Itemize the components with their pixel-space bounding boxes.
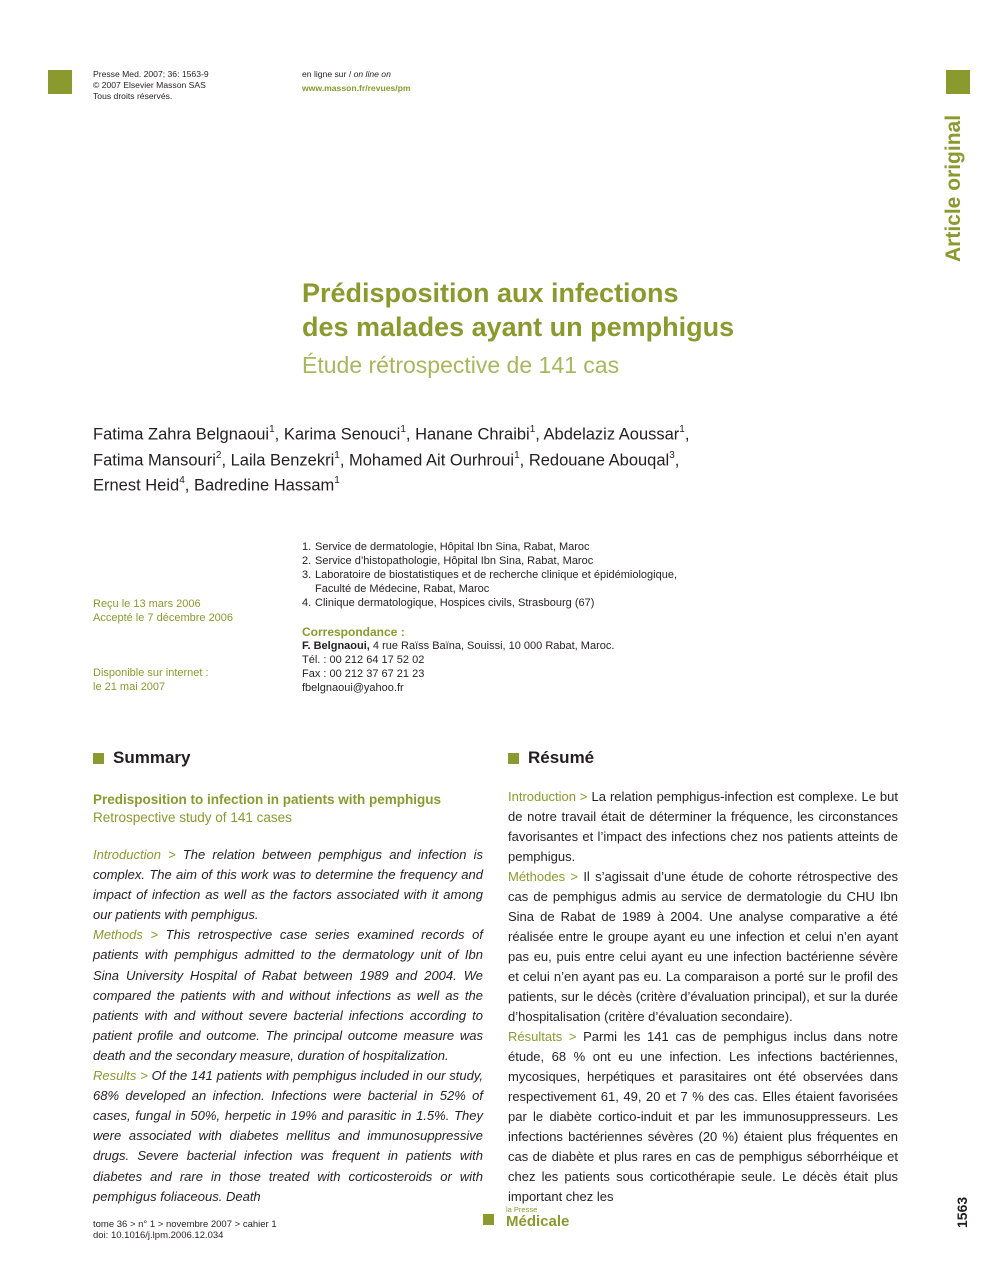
author-affiliation: 1: [514, 449, 520, 461]
resume-methods: [508, 867, 898, 1027]
author-affiliation: 4: [179, 475, 185, 486]
resume-heading-text: Résumé: [528, 748, 595, 767]
summary-column: [93, 746, 483, 1207]
results-text: Of the 141 patients with pemphigus included in our study, 68% developed an infection. Infections were bacterial in 52% of cases, fungal in 50%, herpetic in 19% and parasitic in 1.5%. They were associated with diabetes mellitus and immunosuppressive drugs. Severe bacterial infection was frequent in patients with diabetes and rare in those treated with corticosteroids or with pemphigus foliaceous. Death: [93, 1068, 483, 1204]
affiliation-number: 1.: [302, 541, 312, 553]
affiliation-number: 4.: [302, 597, 312, 609]
doi-line: doi: 10.1016/j.lpm.2006.12.034: [93, 1230, 224, 1241]
author-affiliation: 1: [334, 475, 340, 486]
section-square-icon: [508, 753, 519, 764]
author-line-2: [93, 446, 713, 472]
author-name: Redouane Abouqal: [528, 451, 670, 469]
corner-square-left: [48, 70, 72, 94]
title-line-2: des malades ayant un pemphigus: [302, 312, 735, 342]
author-name: Fatima Mansouri: [93, 451, 216, 469]
author-name: Fatima Zahra Belgnaoui: [93, 425, 270, 444]
summary-results: [93, 1066, 483, 1207]
article-type-label: Article original: [942, 114, 965, 262]
author-name: Abdelaziz Aoussar: [543, 425, 680, 444]
intro-text: La relation pemphigus-infection est complexe. Le but de notre travail était de déterminer la fréquence, les circonstances favorisantes et l’impact des infections chez nos patients atteints de pemphigus.: [508, 789, 898, 864]
journal-reference: [93, 69, 293, 102]
results-label: Results >: [93, 1068, 152, 1084]
journal-logo: [483, 1206, 569, 1229]
author-name: Karima Senouci: [283, 425, 401, 444]
online-availability: [93, 666, 293, 694]
issue-info: [93, 1219, 393, 1241]
affiliation-number: 3.: [302, 569, 312, 581]
summary-heading: [93, 746, 483, 770]
received-date: Reçu le 13 mars 2006: [93, 598, 201, 610]
summary-methods: [93, 925, 483, 1066]
intro-text: The relation between pemphigus and infection is complex. The aim of this work was to determine the frequency and impact of infection as well as the factors associated with it among our patients with pemphigus.: [93, 847, 483, 923]
correspondence-name: F. Belgnaoui,: [302, 640, 370, 652]
author-separator: ,: [184, 476, 194, 495]
author-affiliation: 3: [669, 449, 675, 461]
author-separator: ,: [339, 451, 349, 469]
intro-label: Introduction >: [93, 847, 183, 862]
author-affiliation: 1: [334, 449, 340, 461]
copyright: © 2007 Elsevier Masson SAS: [93, 80, 206, 90]
online-date: le 21 mai 2007: [93, 681, 166, 693]
resume-heading: [508, 746, 898, 770]
resume-body: [508, 787, 898, 1207]
correspondence-tel: Tél. : 00 212 64 17 52 02: [302, 654, 425, 666]
resume-introduction: [508, 787, 898, 867]
logo-top-text: la Presse: [506, 1205, 538, 1214]
journal-citation: Presse Med. 2007; 36: 1563-9: [93, 69, 209, 79]
resume-column: [508, 746, 898, 1207]
logo-square-icon: [483, 1214, 494, 1225]
affiliation-number: [302, 582, 315, 596]
affiliation-text: Service d’histopathologie, Hôpital Ibn Sina, Rabat, Maroc: [315, 555, 594, 567]
author-separator: ,: [274, 425, 284, 444]
methods-label: Méthodes >: [508, 869, 584, 884]
article-subtitle: Étude rétrospective de 141 cas: [302, 352, 620, 378]
affiliation-item: [302, 554, 722, 568]
author-affiliation: 2: [215, 449, 222, 461]
methods-label: Methods >: [93, 927, 166, 943]
author-affiliation: 1: [269, 424, 275, 435]
author-separator: ,: [221, 451, 231, 469]
author-separator: ,: [674, 451, 680, 469]
author-separator: ,: [684, 425, 690, 444]
author-separator: ,: [519, 451, 529, 469]
affiliation-item: [302, 568, 722, 582]
affiliation-text: Faculté de Médecine, Rabat, Maroc: [315, 583, 490, 595]
summary-introduction: [93, 845, 483, 925]
author-name: Ernest Heid: [93, 476, 180, 495]
affiliation-text: Laboratoire de biostatistiques et de recherche clinique et épidémiologique,: [315, 569, 678, 581]
correspondence-address: 4 rue Raïss Baïna, Souissi, 10 000 Rabat, Maroc.: [369, 640, 615, 652]
online-italic: on line on: [353, 69, 391, 79]
affiliation-item: [302, 596, 722, 610]
accepted-date: Accepté le 7 décembre 2006: [93, 612, 234, 624]
summary-title: Predisposition to infection in patients with pemphigus: [93, 792, 442, 807]
author-affiliation: 1: [400, 424, 406, 435]
rights: Tous droits réservés.: [93, 91, 173, 101]
online-info: [302, 69, 602, 94]
author-line-1: [93, 420, 713, 446]
author-separator: ,: [535, 425, 544, 444]
resume-results: [508, 1027, 898, 1207]
author-name: Laila Benzekri: [230, 451, 335, 469]
author-line-3: [93, 471, 713, 497]
author-affiliation: 1: [529, 424, 536, 435]
correspondence-fax: Fax : 00 212 37 67 21 23: [302, 668, 425, 680]
affiliation-list: [302, 540, 722, 610]
correspondence-heading: Correspondance :: [302, 625, 405, 639]
affiliation-text: Service de dermatologie, Hôpital Ibn Sina, Rabat, Maroc: [315, 541, 590, 553]
submission-dates: [93, 597, 293, 625]
methods-text: This retrospective case series examined records of patients with pemphigus admitted to the dermatology unit of Ibn Sina University Hospital of Rabat between 1989 and 2004. We compared the patients with and without infections as well as the patients with and without severe bacterial infections according to patient profile and outcome. The principal outcome measure was death and the secondary measure, duration of hospitalization.: [93, 927, 483, 1063]
affiliation-number: 2.: [302, 555, 312, 567]
article-title: [302, 276, 862, 344]
journal-url-link[interactable]: www.masson.fr/revues/pm: [302, 83, 411, 93]
results-text: Parmi les 141 cas de pemphigus inclus dans notre étude, 68 % ont eu une infection. Les infections bactériennes, mycosiques, herpétiques et parasitaires ont été observées dans respectivement 61, 49, 20 et 7 % des cas. Elles étaient favorisées par le diabète cortico-induit et par les immunosuppresseurs. Les infections bactériennes sévères (20 %) étaient plus fréquentes en cas de diabète et plus rares en cas de pemphigus séborrhéique et chez les patients sous corticothérapie seule. Le décès était plus important chez les: [508, 1029, 898, 1204]
online-date-label: Disponible sur internet :: [93, 667, 209, 679]
author-list: [93, 420, 713, 497]
results-label: Résultats >: [508, 1029, 584, 1044]
author-name: Badredine Hassam: [193, 476, 335, 495]
summary-heading-text: Summary: [113, 748, 191, 767]
title-line-1: Prédisposition aux infections: [302, 278, 679, 308]
author-name: Hanane Chraibi: [415, 425, 530, 444]
affiliation-text: Clinique dermatologique, Hospices civils, Strasbourg (67): [315, 597, 595, 609]
methods-text: Il s’agissait d’une étude de cohorte rétrospective des cas de pemphigus admis au service de dermatologie du CHU Ibn Sina de Rabat de 1989 à 2004. Une analyse comparative a été réalisée entre le groupe ayant eu une infection et celui n’en ayant pas eu, puis entre celui ayant eu une infection bactérienne sévère et celui n’en ayant pas eu. La comparaison a porté sur le profil des patients, sur le décès (critère d’évaluation principal), et sur la durée d’hospitalisation (critère d’évaluation secondaire).: [508, 869, 898, 1024]
author-name: Mohamed Ait Ourhroui: [348, 451, 515, 469]
author-affiliation: 1: [679, 424, 685, 435]
correspondence-block: [302, 625, 722, 695]
logo-main-text: Médicale: [506, 1212, 570, 1230]
affiliation-item: [302, 582, 722, 596]
section-square-icon: [93, 753, 104, 764]
issue-line: tome 36 > n° 1 > novembre 2007 > cahier 1: [93, 1219, 277, 1230]
corner-square-right: [946, 70, 970, 94]
correspondence-email-link[interactable]: fbelgnaoui@yahoo.fr: [302, 682, 404, 694]
author-separator: ,: [405, 425, 416, 444]
intro-label: Introduction >: [508, 789, 592, 804]
summary-subtitle: Retrospective study of 141 cases: [93, 810, 292, 825]
summary-body: [93, 845, 483, 1207]
online-prefix: en ligne sur /: [302, 69, 354, 79]
affiliation-item: [302, 540, 722, 554]
page-number: 1563: [954, 1196, 970, 1228]
